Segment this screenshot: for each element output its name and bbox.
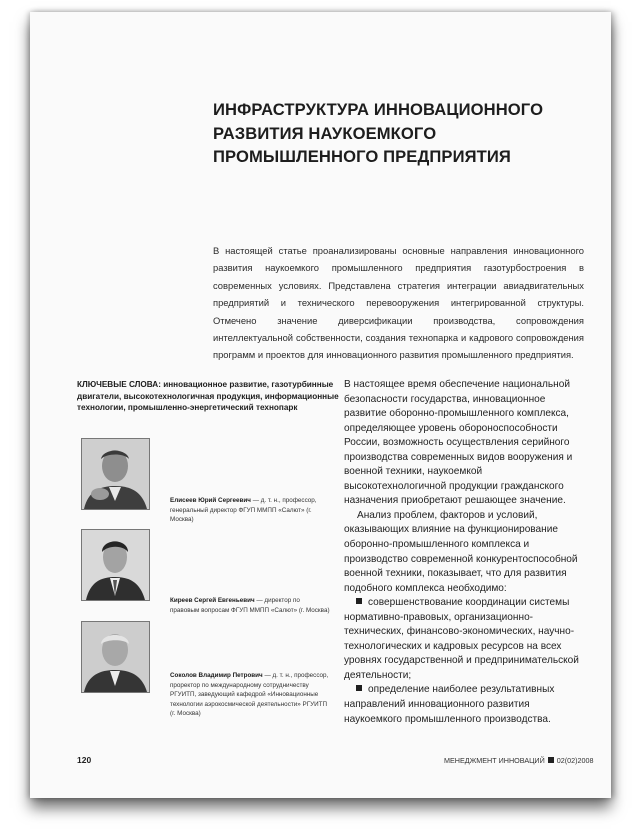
list-item-text: совершенствование координации системы нормативно-правовых, организационно-технических, финансово-экономических, научно-технологических и кадровых ресурсов на всех уровнях государственной и предпринимательской деятельности;: [344, 597, 579, 681]
author-info: — д. т. н., профессор, генеральный директор ФГУП ММПП «Салют» (г. Москва): [170, 497, 317, 524]
bullet-square-icon: [356, 598, 362, 604]
author-portrait-image: [82, 439, 149, 509]
author-photo-eliseev: [81, 438, 150, 510]
separator-square-icon: [548, 757, 554, 763]
article-body: [344, 378, 586, 727]
journal-issue: 02(02)2008: [556, 756, 594, 765]
journal-page: [30, 12, 611, 798]
body-paragraph: В настоящее время обеспечение национальной безопасности государства, инновационное развитие оборонно-промышленного комплекса, определяющее уровень обороноспособности России, возможность осуществления серийного производства современных видов вооружения и военной техники, наукоемкой высокотехнологичной продукции гражданского назначения приобретают решающее значение.: [344, 379, 573, 507]
bullet-square-icon: [356, 685, 362, 691]
list-item-text: определение наиболее результативных направлений инновационного развития наукоемкого промышленного производства.: [344, 684, 555, 725]
article-title: ИНФРАСТРУКТУРА ИННОВАЦИОННОГО РАЗВИТИЯ НАУКОЕМКОГО ПРОМЫШЛЕННОГО ПРЕДПРИЯТИЯ: [213, 100, 544, 166]
page-number: 120: [77, 755, 92, 765]
body-paragraph: Анализ проблем, факторов и условий, оказывающих влияние на функционирование оборонно-промышленного комплекса и производство современной конкурентоспособной военной техники, показывает, что для развития подобного комплекса необходимо:: [344, 509, 578, 594]
list-item: [344, 683, 586, 727]
author-caption-kireev: [170, 596, 330, 615]
author-photo-kireev: [81, 529, 150, 601]
journal-name: МЕНЕДЖМЕНТ ИННОВАЦИЙ: [444, 756, 545, 765]
author-name: Елисеев Юрий Сергеевич: [170, 497, 251, 504]
author-photo-sokolov: [81, 621, 150, 693]
author-portrait-image: [82, 622, 149, 692]
author-info: — директор по правовым вопросам ФГУП ММПП «Салют» (г. Москва): [170, 597, 330, 614]
author-portrait-image: [82, 530, 149, 600]
author-caption-eliseev: [170, 496, 330, 525]
article-abstract: В настоящей статье проанализированы основные направления инновационного развития наукоемкого промышленного предприятия газотурбостроения в современных условиях. Представлена стратегия интеграции авиадвигательных предприятий и технического перевооружения интегрированной структуры. Отмечено значение диверсификации производства, сопровождения интеллектуальной собственности, создания технопарка и кадрового сопровождения программ и проектов для инновационного развития промышленного предприятия.: [213, 245, 584, 361]
list-item: [344, 596, 586, 683]
author-caption-sokolov: [170, 671, 330, 719]
author-name: Соколов Владимир Петрович: [170, 672, 263, 679]
journal-footer: [444, 756, 594, 765]
author-name: Киреев Сергей Евгеньевич: [170, 597, 255, 604]
keywords: КЛЮЧЕВЫЕ СЛОВА: инновационное развитие, газотурбинные двигатели, высокотехнологичная продукция, информационные технологии, промышленно-энергетический технопарк: [77, 380, 339, 412]
author-info: — д. т. н., профессор, проректор по международному сотрудничеству РГУИТП, заведующий кафедрой «Инновационные технологии аэрокосмической деятельности» РГУИТП (г. Москва): [170, 672, 329, 718]
